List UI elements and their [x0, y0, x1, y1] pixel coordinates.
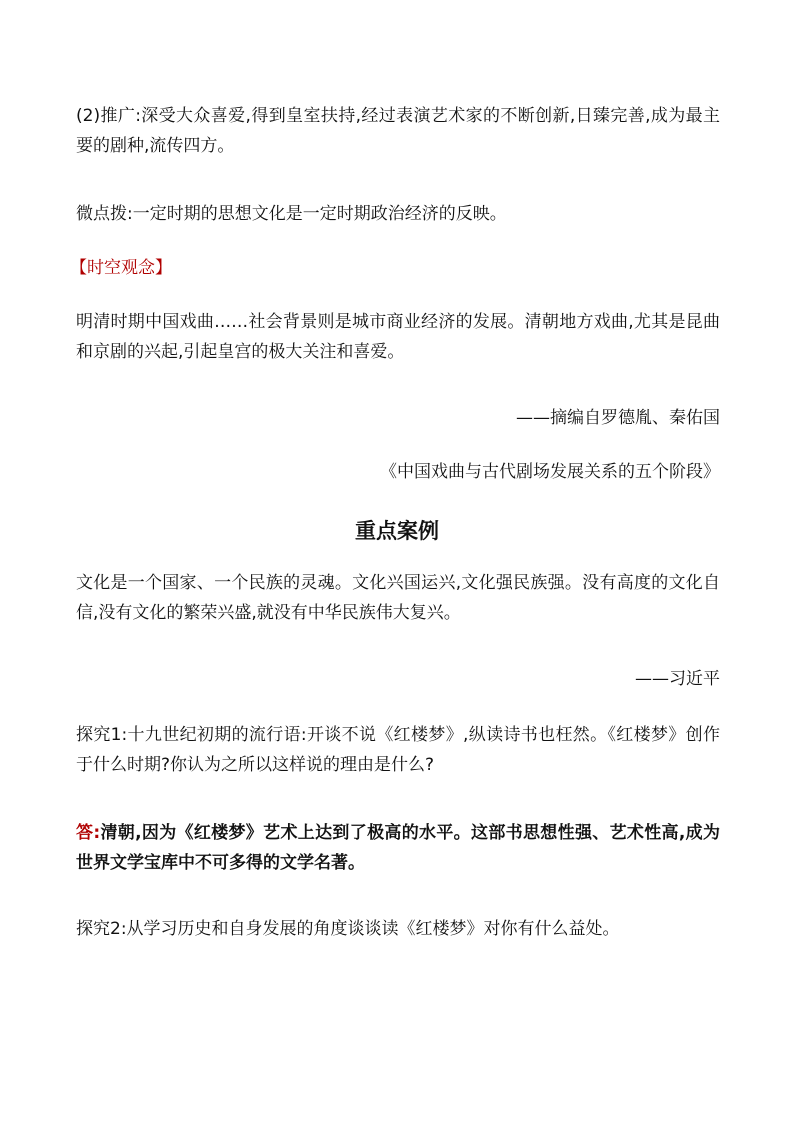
source-title: 《中国戏曲与古代剧场发展关系的五个阶段》	[380, 462, 720, 482]
answer-paragraph	[76, 818, 720, 878]
quote-author: ——习近平	[635, 669, 720, 689]
section-label: 【时空观念】	[70, 258, 172, 278]
source-author: ——摘编自罗德胤、秦佑国	[516, 408, 720, 428]
paragraph-promotion: (2)推广:深受大众喜爱,得到皇室扶持,经过表演艺术家的不断创新,日臻完善,成为最主要的剧种,流传四方。	[76, 106, 720, 156]
answer-label: 答:	[76, 823, 101, 843]
question-2: 探究2:从学习历史和自身发展的角度谈谈读《红楼梦》对你有什么益处。	[76, 919, 620, 939]
question-1: 探究1:十九世纪初期的流行语:开谈不说《红楼梦》,纵读诗书也枉然。《红楼梦》创作于什么时期?你认为之所以这样说的理由是什么?	[76, 725, 720, 775]
section-heading: 重点案例	[355, 519, 439, 543]
paragraph-opera: 明清时期中国戏曲……社会背景则是城市商业经济的发展。清朝地方戏曲,尤其是昆曲和京剧的兴起,引起皇宫的极大关注和喜爱。	[76, 312, 720, 362]
answer-text: 清朝,因为《红楼梦》艺术上达到了极高的水平。这部书思想性强、艺术性高,成为世界文学宝库中不可多得的文学名著。	[76, 823, 720, 873]
tip-paragraph: 微点拨:一定时期的思想文化是一定时期政治经济的反映。	[76, 204, 507, 224]
quote-paragraph: 文化是一个国家、一个民族的灵魂。文化兴国运兴,文化强民族强。没有高度的文化自信,没有文化的繁荣兴盛,就没有中华民族伟大复兴。	[76, 573, 720, 623]
